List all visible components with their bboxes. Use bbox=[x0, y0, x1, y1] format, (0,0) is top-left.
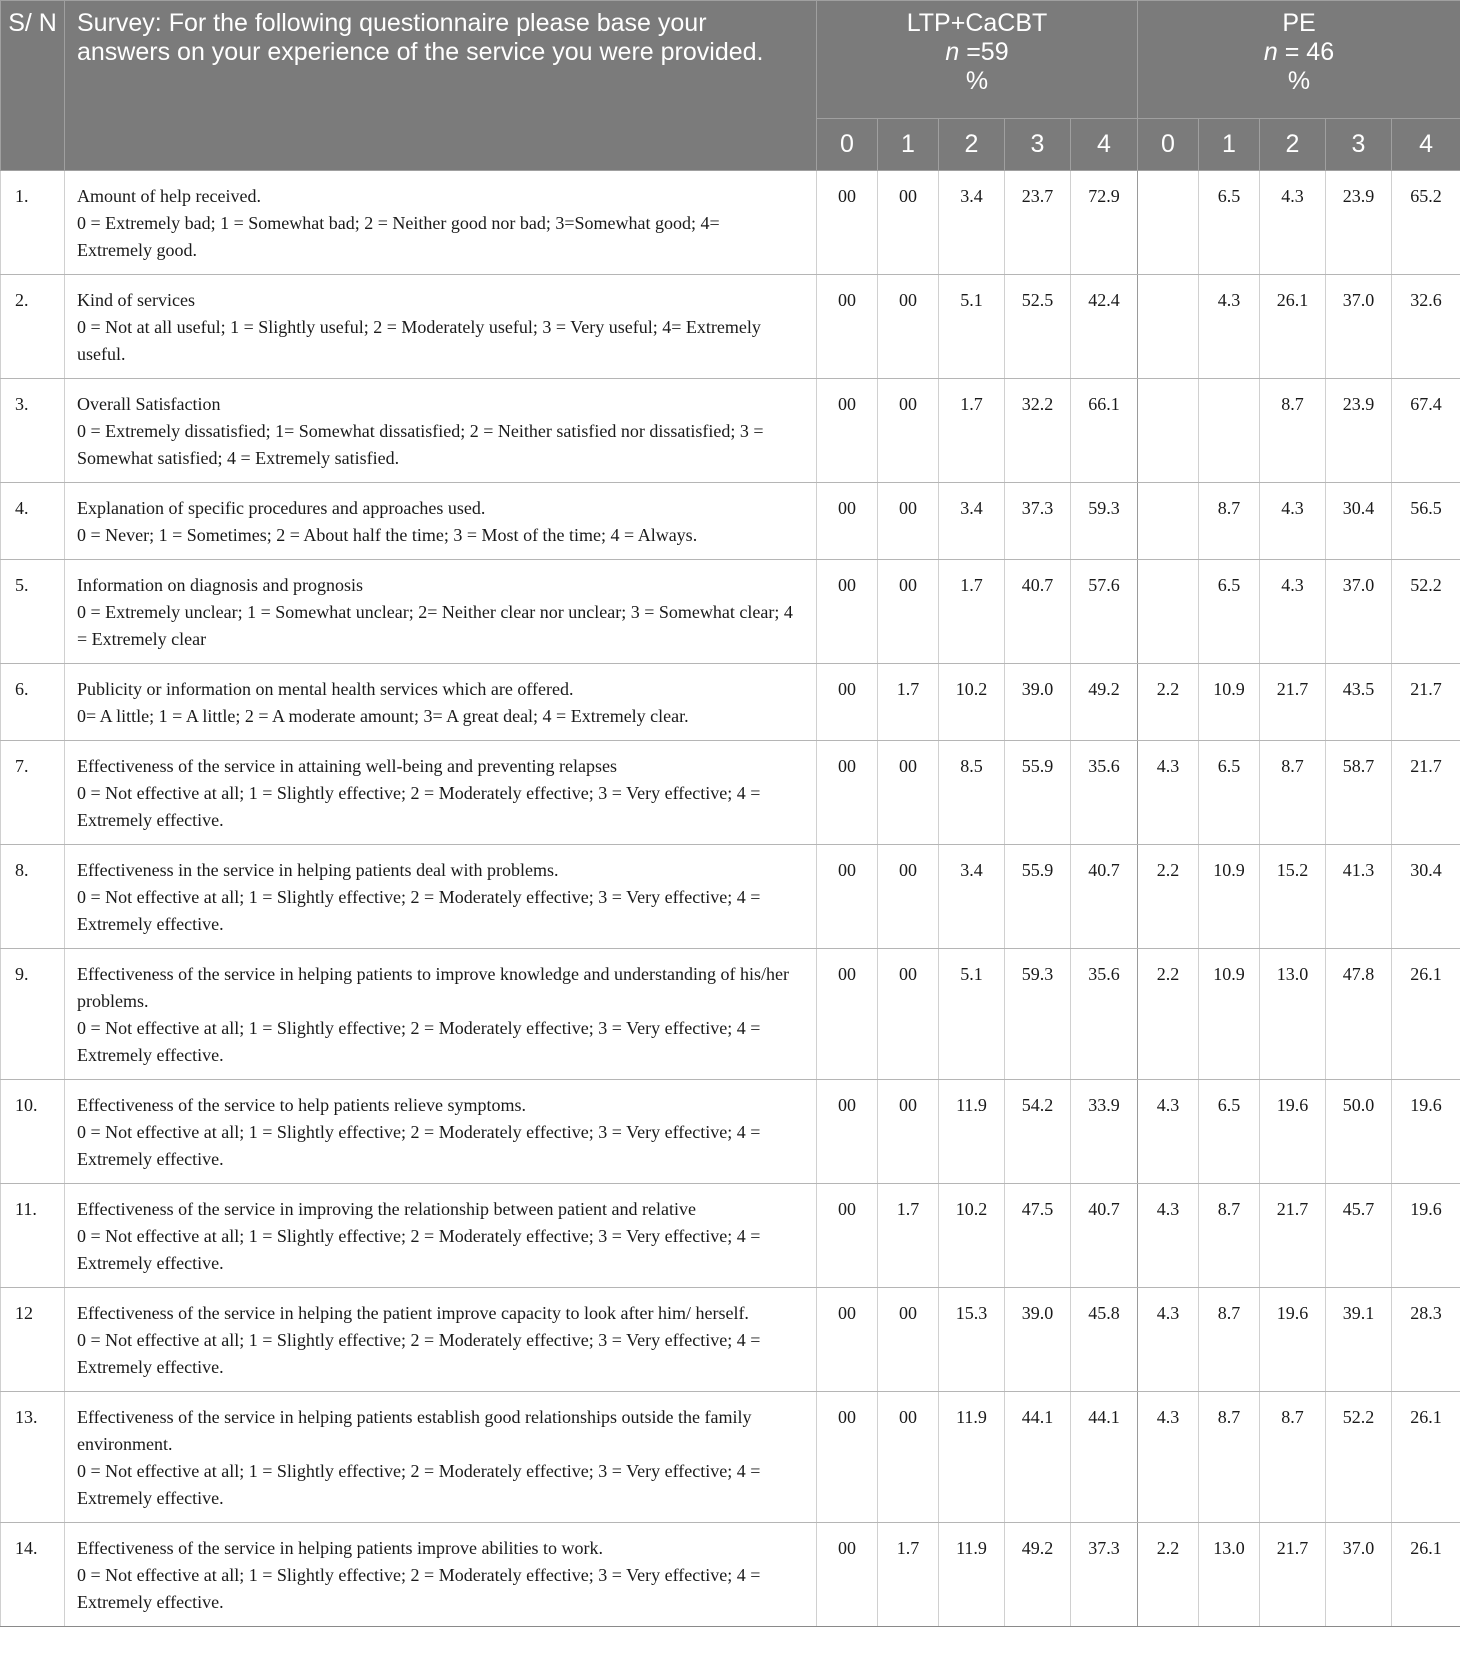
cell-pe-4: 21.7 bbox=[1392, 664, 1460, 741]
row-sn: 1. bbox=[1, 171, 65, 275]
score-header-ltp-4: 4 bbox=[1071, 119, 1138, 171]
cell-pe-4: 67.4 bbox=[1392, 379, 1460, 483]
row-sn: 11. bbox=[1, 1184, 65, 1288]
cell-pe-3: 37.0 bbox=[1326, 275, 1392, 379]
item-scale: 0 = Not effective at all; 1 = Slightly effective; 2 = Moderately effective; 3 = Very effective; 4 = Extremely effective. bbox=[77, 1226, 761, 1273]
row-item bbox=[65, 1288, 817, 1392]
cell-pe-3: 58.7 bbox=[1326, 741, 1392, 845]
group-header-ltp bbox=[817, 1, 1138, 119]
score-header-pe-1: 1 bbox=[1199, 119, 1260, 171]
cell-ltp-1: 00 bbox=[878, 1080, 939, 1184]
item-title: Publicity or information on mental health services which are offered. bbox=[77, 679, 574, 699]
cell-pe-2: 26.1 bbox=[1260, 275, 1326, 379]
cell-pe-0: 2.2 bbox=[1138, 845, 1199, 949]
cell-pe-0 bbox=[1138, 379, 1199, 483]
row-sn: 8. bbox=[1, 845, 65, 949]
cell-ltp-1: 00 bbox=[878, 171, 939, 275]
item-scale: 0 = Not effective at all; 1 = Slightly effective; 2 = Moderately effective; 3 = Very effective; 4 = Extremely effective. bbox=[77, 1565, 761, 1612]
cell-ltp-3: 55.9 bbox=[1005, 845, 1071, 949]
table-row bbox=[1, 483, 1460, 560]
cell-ltp-0: 00 bbox=[817, 1184, 878, 1288]
cell-ltp-2: 15.3 bbox=[939, 1288, 1005, 1392]
cell-pe-1: 8.7 bbox=[1199, 1288, 1260, 1392]
item-scale: 0 = Extremely bad; 1 = Somewhat bad; 2 = Neither good nor bad; 3=Somewhat good; 4= Extremely good. bbox=[77, 213, 720, 260]
cell-ltp-0: 00 bbox=[817, 1288, 878, 1392]
cell-ltp-1: 00 bbox=[878, 275, 939, 379]
cell-pe-3: 45.7 bbox=[1326, 1184, 1392, 1288]
cell-ltp-3: 39.0 bbox=[1005, 664, 1071, 741]
cell-ltp-4: 66.1 bbox=[1071, 379, 1138, 483]
group-name: PE bbox=[1282, 9, 1316, 37]
cell-ltp-0: 00 bbox=[817, 664, 878, 741]
cell-pe-2: 8.7 bbox=[1260, 379, 1326, 483]
cell-pe-2: 15.2 bbox=[1260, 845, 1326, 949]
row-sn: 2. bbox=[1, 275, 65, 379]
table-row bbox=[1, 1392, 1460, 1523]
cell-pe-0 bbox=[1138, 275, 1199, 379]
row-sn: 12 bbox=[1, 1288, 65, 1392]
group-n: n =59 bbox=[945, 38, 1009, 66]
table-row bbox=[1, 560, 1460, 664]
cell-ltp-0: 00 bbox=[817, 171, 878, 275]
row-item bbox=[65, 845, 817, 949]
cell-pe-4: 28.3 bbox=[1392, 1288, 1460, 1392]
cell-pe-1: 6.5 bbox=[1199, 560, 1260, 664]
cell-pe-2: 21.7 bbox=[1260, 1184, 1326, 1288]
cell-ltp-2: 5.1 bbox=[939, 275, 1005, 379]
row-item bbox=[65, 560, 817, 664]
table-row bbox=[1, 845, 1460, 949]
cell-ltp-4: 40.7 bbox=[1071, 845, 1138, 949]
cell-ltp-0: 00 bbox=[817, 845, 878, 949]
cell-ltp-4: 33.9 bbox=[1071, 1080, 1138, 1184]
item-title: Explanation of specific procedures and approaches used. bbox=[77, 498, 486, 518]
item-title: Effectiveness of the service in helping patients improve abilities to work. bbox=[77, 1538, 604, 1558]
cell-pe-4: 26.1 bbox=[1392, 949, 1460, 1080]
score-header-ltp-0: 0 bbox=[817, 119, 878, 171]
row-sn: 6. bbox=[1, 664, 65, 741]
cell-ltp-1: 00 bbox=[878, 560, 939, 664]
score-header-pe-0: 0 bbox=[1138, 119, 1199, 171]
item-scale: 0 = Not effective at all; 1 = Slightly effective; 2 = Moderately effective; 3 = Very effective; 4 = Extremely effective. bbox=[77, 1330, 761, 1377]
row-item bbox=[65, 1392, 817, 1523]
cell-ltp-3: 52.5 bbox=[1005, 275, 1071, 379]
group-name: LTP+CaCBT bbox=[906, 9, 1048, 37]
cell-ltp-4: 35.6 bbox=[1071, 741, 1138, 845]
row-item bbox=[65, 483, 817, 560]
cell-ltp-4: 49.2 bbox=[1071, 664, 1138, 741]
cell-pe-3: 47.8 bbox=[1326, 949, 1392, 1080]
score-header-pe-2: 2 bbox=[1260, 119, 1326, 171]
cell-ltp-1: 1.7 bbox=[878, 1523, 939, 1627]
cell-ltp-2: 1.7 bbox=[939, 560, 1005, 664]
cell-pe-1: 6.5 bbox=[1199, 171, 1260, 275]
item-title: Effectiveness in the service in helping patients deal with problems. bbox=[77, 860, 559, 880]
cell-pe-0: 4.3 bbox=[1138, 1288, 1199, 1392]
table-row bbox=[1, 275, 1460, 379]
cell-ltp-2: 3.4 bbox=[939, 483, 1005, 560]
score-header-ltp-2: 2 bbox=[939, 119, 1005, 171]
score-header-pe-3: 3 bbox=[1326, 119, 1392, 171]
cell-ltp-4: 59.3 bbox=[1071, 483, 1138, 560]
cell-pe-0: 2.2 bbox=[1138, 664, 1199, 741]
cell-pe-1: 6.5 bbox=[1199, 1080, 1260, 1184]
score-header-pe-4: 4 bbox=[1392, 119, 1460, 171]
item-title: Overall Satisfaction bbox=[77, 394, 221, 414]
cell-pe-4: 26.1 bbox=[1392, 1392, 1460, 1523]
cell-ltp-4: 35.6 bbox=[1071, 949, 1138, 1080]
cell-pe-4: 19.6 bbox=[1392, 1080, 1460, 1184]
cell-ltp-4: 40.7 bbox=[1071, 1184, 1138, 1288]
cell-ltp-0: 00 bbox=[817, 560, 878, 664]
cell-pe-2: 4.3 bbox=[1260, 560, 1326, 664]
item-title: Effectiveness of the service in helping patients establish good relationships outside the family environment. bbox=[77, 1407, 752, 1454]
score-header-ltp-3: 3 bbox=[1005, 119, 1071, 171]
score-header-ltp-1: 1 bbox=[878, 119, 939, 171]
cell-pe-4: 52.2 bbox=[1392, 560, 1460, 664]
cell-ltp-1: 00 bbox=[878, 1392, 939, 1523]
cell-ltp-2: 3.4 bbox=[939, 845, 1005, 949]
cell-pe-2: 13.0 bbox=[1260, 949, 1326, 1080]
cell-ltp-0: 00 bbox=[817, 1523, 878, 1627]
cell-pe-0 bbox=[1138, 171, 1199, 275]
cell-pe-1: 10.9 bbox=[1199, 845, 1260, 949]
table-row bbox=[1, 741, 1460, 845]
cell-ltp-4: 57.6 bbox=[1071, 560, 1138, 664]
group-header-pe bbox=[1138, 1, 1460, 119]
cell-pe-3: 43.5 bbox=[1326, 664, 1392, 741]
row-item bbox=[65, 171, 817, 275]
cell-pe-2: 21.7 bbox=[1260, 664, 1326, 741]
row-sn: 10. bbox=[1, 1080, 65, 1184]
cell-ltp-1: 1.7 bbox=[878, 664, 939, 741]
cell-ltp-2: 11.9 bbox=[939, 1523, 1005, 1627]
cell-ltp-1: 00 bbox=[878, 845, 939, 949]
cell-ltp-3: 49.2 bbox=[1005, 1523, 1071, 1627]
item-title: Effectiveness of the service in helping patients to improve knowledge and understanding of his/her problems. bbox=[77, 964, 789, 1011]
item-scale: 0 = Not at all useful; 1 = Slightly useful; 2 = Moderately useful; 3 = Very useful; 4= Extremely useful. bbox=[77, 317, 761, 364]
cell-pe-3: 41.3 bbox=[1326, 845, 1392, 949]
group-unit: % bbox=[965, 67, 989, 95]
cell-pe-2: 19.6 bbox=[1260, 1288, 1326, 1392]
cell-ltp-3: 23.7 bbox=[1005, 171, 1071, 275]
cell-ltp-4: 72.9 bbox=[1071, 171, 1138, 275]
cell-ltp-1: 00 bbox=[878, 1288, 939, 1392]
table-row bbox=[1, 379, 1460, 483]
group-unit: % bbox=[1287, 67, 1311, 95]
cell-ltp-1: 1.7 bbox=[878, 1184, 939, 1288]
cell-pe-1 bbox=[1199, 379, 1260, 483]
cell-ltp-2: 5.1 bbox=[939, 949, 1005, 1080]
table-row bbox=[1, 664, 1460, 741]
cell-pe-2: 4.3 bbox=[1260, 483, 1326, 560]
cell-ltp-2: 11.9 bbox=[939, 1392, 1005, 1523]
cell-ltp-2: 11.9 bbox=[939, 1080, 1005, 1184]
cell-ltp-0: 00 bbox=[817, 483, 878, 560]
cell-pe-1: 10.9 bbox=[1199, 949, 1260, 1080]
item-title: Effectiveness of the service in attaining well-being and preventing relapses bbox=[77, 756, 617, 776]
cell-ltp-3: 54.2 bbox=[1005, 1080, 1071, 1184]
survey-header: Survey: For the following questionnaire please base your answers on your experience of the service you were provided. bbox=[65, 1, 817, 171]
cell-pe-3: 23.9 bbox=[1326, 379, 1392, 483]
table-row bbox=[1, 1080, 1460, 1184]
cell-pe-4: 19.6 bbox=[1392, 1184, 1460, 1288]
cell-ltp-1: 00 bbox=[878, 379, 939, 483]
row-item bbox=[65, 379, 817, 483]
cell-ltp-2: 1.7 bbox=[939, 379, 1005, 483]
cell-pe-1: 8.7 bbox=[1199, 1392, 1260, 1523]
cell-pe-3: 23.9 bbox=[1326, 171, 1392, 275]
row-sn: 4. bbox=[1, 483, 65, 560]
item-scale: 0 = Never; 1 = Sometimes; 2 = About half the time; 3 = Most of the time; 4 = Always. bbox=[77, 525, 698, 545]
item-title: Information on diagnosis and prognosis bbox=[77, 575, 363, 595]
group-n: n = 46 bbox=[1263, 38, 1335, 66]
row-item bbox=[65, 949, 817, 1080]
row-sn: 3. bbox=[1, 379, 65, 483]
cell-pe-1: 4.3 bbox=[1199, 275, 1260, 379]
cell-ltp-3: 32.2 bbox=[1005, 379, 1071, 483]
item-scale: 0 = Not effective at all; 1 = Slightly effective; 2 = Moderately effective; 3 = Very effective; 4 = Extremely effective. bbox=[77, 1018, 761, 1065]
cell-pe-1: 13.0 bbox=[1199, 1523, 1260, 1627]
row-item bbox=[65, 1523, 817, 1627]
cell-pe-0: 4.3 bbox=[1138, 1392, 1199, 1523]
table-row bbox=[1, 1288, 1460, 1392]
cell-ltp-4: 42.4 bbox=[1071, 275, 1138, 379]
row-sn: 7. bbox=[1, 741, 65, 845]
cell-ltp-4: 44.1 bbox=[1071, 1392, 1138, 1523]
cell-ltp-2: 8.5 bbox=[939, 741, 1005, 845]
cell-pe-0: 2.2 bbox=[1138, 949, 1199, 1080]
cell-pe-3: 37.0 bbox=[1326, 1523, 1392, 1627]
item-scale: 0= A little; 1 = A little; 2 = A moderate amount; 3= A great deal; 4 = Extremely clear. bbox=[77, 706, 689, 726]
row-sn: 14. bbox=[1, 1523, 65, 1627]
item-title: Effectiveness of the service to help patients relieve symptoms. bbox=[77, 1095, 527, 1115]
cell-ltp-3: 55.9 bbox=[1005, 741, 1071, 845]
cell-pe-4: 21.7 bbox=[1392, 741, 1460, 845]
row-sn: 13. bbox=[1, 1392, 65, 1523]
item-title: Effectiveness of the service in helping the patient improve capacity to look after him/ herself. bbox=[77, 1303, 749, 1323]
cell-ltp-0: 00 bbox=[817, 741, 878, 845]
table-row bbox=[1, 171, 1460, 275]
cell-ltp-3: 40.7 bbox=[1005, 560, 1071, 664]
row-sn: 9. bbox=[1, 949, 65, 1080]
row-item bbox=[65, 741, 817, 845]
cell-pe-2: 21.7 bbox=[1260, 1523, 1326, 1627]
cell-ltp-1: 00 bbox=[878, 949, 939, 1080]
item-scale: 0 = Extremely dissatisfied; 1= Somewhat dissatisfied; 2 = Neither satisfied nor dissatisfied; 3 = Somewhat satisfied; 4 = Extremely satisfied. bbox=[77, 421, 764, 468]
cell-pe-2: 19.6 bbox=[1260, 1080, 1326, 1184]
cell-ltp-4: 45.8 bbox=[1071, 1288, 1138, 1392]
row-item bbox=[65, 664, 817, 741]
cell-pe-3: 52.2 bbox=[1326, 1392, 1392, 1523]
cell-ltp-3: 47.5 bbox=[1005, 1184, 1071, 1288]
cell-pe-0: 4.3 bbox=[1138, 1184, 1199, 1288]
row-sn: 5. bbox=[1, 560, 65, 664]
cell-ltp-3: 44.1 bbox=[1005, 1392, 1071, 1523]
item-title: Effectiveness of the service in improving the relationship between patient and relative bbox=[77, 1199, 696, 1219]
item-title: Amount of help received. bbox=[77, 186, 261, 206]
table-row bbox=[1, 949, 1460, 1080]
cell-pe-0: 2.2 bbox=[1138, 1523, 1199, 1627]
cell-pe-3: 37.0 bbox=[1326, 560, 1392, 664]
cell-pe-2: 8.7 bbox=[1260, 741, 1326, 845]
cell-ltp-0: 00 bbox=[817, 1392, 878, 1523]
cell-pe-1: 10.9 bbox=[1199, 664, 1260, 741]
row-item bbox=[65, 1080, 817, 1184]
row-item bbox=[65, 1184, 817, 1288]
cell-pe-2: 4.3 bbox=[1260, 171, 1326, 275]
cell-pe-4: 32.6 bbox=[1392, 275, 1460, 379]
table-row bbox=[1, 1184, 1460, 1288]
cell-ltp-0: 00 bbox=[817, 275, 878, 379]
cell-pe-3: 50.0 bbox=[1326, 1080, 1392, 1184]
cell-ltp-3: 39.0 bbox=[1005, 1288, 1071, 1392]
cell-pe-0 bbox=[1138, 560, 1199, 664]
sn-header: S/ N bbox=[1, 1, 65, 171]
item-scale: 0 = Not effective at all; 1 = Slightly effective; 2 = Moderately effective; 3 = Very effective; 4 = Extremely effective. bbox=[77, 783, 761, 830]
item-scale: 0 = Not effective at all; 1 = Slightly effective; 2 = Moderately effective; 3 = Very effective; 4 = Extremely effective. bbox=[77, 1122, 761, 1169]
item-scale: 0 = Not effective at all; 1 = Slightly effective; 2 = Moderately effective; 3 = Very effective; 4 = Extremely effective. bbox=[77, 1461, 761, 1508]
cell-pe-0: 4.3 bbox=[1138, 1080, 1199, 1184]
item-title: Kind of services bbox=[77, 290, 195, 310]
cell-ltp-2: 3.4 bbox=[939, 171, 1005, 275]
cell-ltp-3: 59.3 bbox=[1005, 949, 1071, 1080]
cell-pe-2: 8.7 bbox=[1260, 1392, 1326, 1523]
table-body bbox=[1, 171, 1460, 1627]
item-scale: 0 = Extremely unclear; 1 = Somewhat unclear; 2= Neither clear nor unclear; 3 = Somewhat clear; 4 = Extremely clear bbox=[77, 602, 793, 649]
cell-ltp-0: 00 bbox=[817, 379, 878, 483]
row-item bbox=[65, 275, 817, 379]
cell-pe-4: 65.2 bbox=[1392, 171, 1460, 275]
cell-pe-1: 6.5 bbox=[1199, 741, 1260, 845]
cell-pe-1: 8.7 bbox=[1199, 483, 1260, 560]
cell-pe-0 bbox=[1138, 483, 1199, 560]
cell-ltp-1: 00 bbox=[878, 483, 939, 560]
cell-pe-4: 26.1 bbox=[1392, 1523, 1460, 1627]
cell-pe-4: 56.5 bbox=[1392, 483, 1460, 560]
cell-pe-1: 8.7 bbox=[1199, 1184, 1260, 1288]
cell-ltp-2: 10.2 bbox=[939, 1184, 1005, 1288]
cell-ltp-4: 37.3 bbox=[1071, 1523, 1138, 1627]
cell-pe-0: 4.3 bbox=[1138, 741, 1199, 845]
table-row bbox=[1, 1523, 1460, 1627]
cell-ltp-0: 00 bbox=[817, 1080, 878, 1184]
cell-ltp-3: 37.3 bbox=[1005, 483, 1071, 560]
cell-ltp-0: 00 bbox=[817, 949, 878, 1080]
item-scale: 0 = Not effective at all; 1 = Slightly effective; 2 = Moderately effective; 3 = Very effective; 4 = Extremely effective. bbox=[77, 887, 761, 934]
cell-pe-4: 30.4 bbox=[1392, 845, 1460, 949]
cell-ltp-1: 00 bbox=[878, 741, 939, 845]
cell-ltp-2: 10.2 bbox=[939, 664, 1005, 741]
cell-pe-3: 30.4 bbox=[1326, 483, 1392, 560]
cell-pe-3: 39.1 bbox=[1326, 1288, 1392, 1392]
